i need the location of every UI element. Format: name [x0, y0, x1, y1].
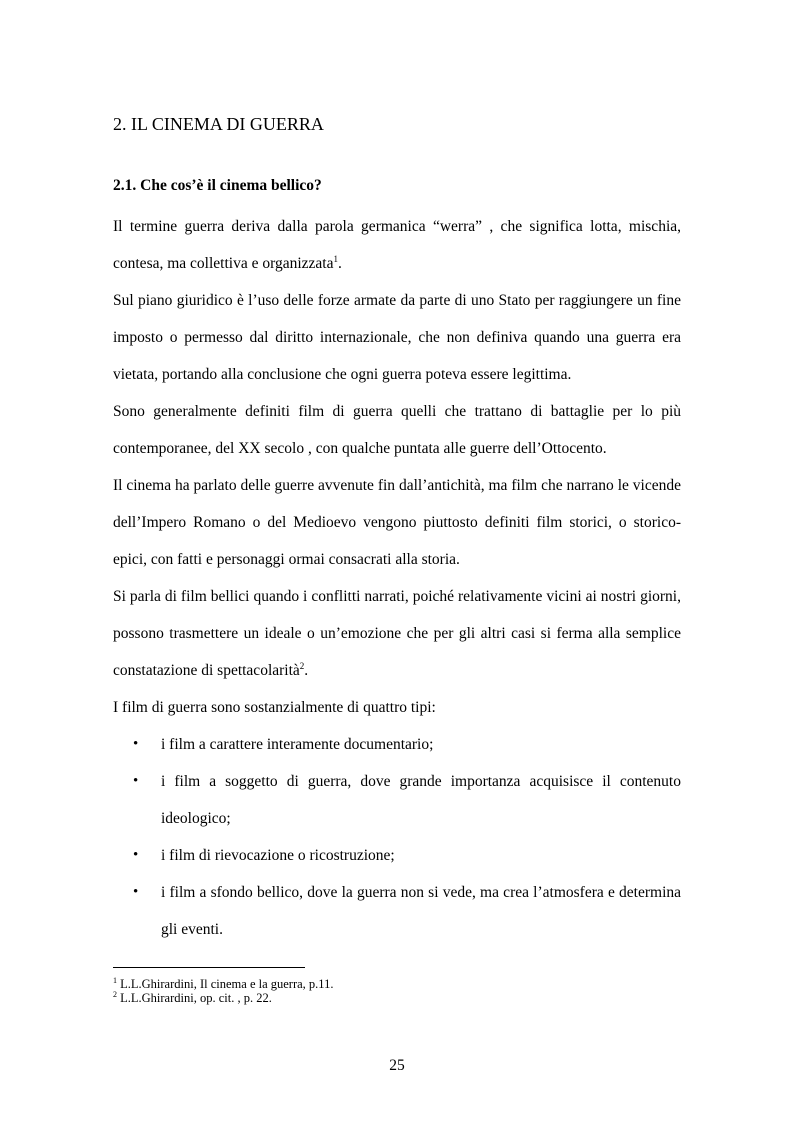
paragraph: Sono generalmente definiti film di guerra quelli che trattano di battaglie per lo più contemporanee, del XX secolo , con qualche puntata alle guerre dell’Ottocento. [113, 403, 681, 457]
bullet-icon: • [133, 884, 139, 900]
paragraph: Il cinema ha parlato delle guerre avvenute fin dall’antichità, ma film che narrano le vicende dell’Impero Romano o del Medioevo vengono piuttosto definiti film storici, o storico- epici, con fatti e personaggi ormai consacrati alla storia. [113, 477, 681, 568]
section-heading: 2.1. Che cos’è il cinema bellico? [113, 177, 322, 194]
list-item: • i film a carattere interamente documentario; [113, 726, 681, 763]
footnote: $^2$ L.L.Ghirardini, op. cit. , p. 22. [113, 989, 272, 1005]
body-text [113, 208, 681, 948]
bullet-icon: • [133, 736, 139, 752]
film-types-list [113, 726, 681, 948]
list-item: • i film di rievocazione o ricostruzione; [113, 837, 681, 874]
paragraph: I film di guerra sono sostanzialmente di quattro tipi: [113, 699, 436, 716]
list-item: • i film a soggetto di guerra, dove grande importanza acquisisce il contenuto ideologico; [113, 763, 681, 837]
paragraph: Il termine guerra deriva dalla parola germanica “werra” , che significa lotta, mischia, contesa, ma collettiva e organizzata$^1$. [113, 218, 681, 272]
bullet-icon: • [133, 773, 139, 789]
footnote-divider [113, 967, 305, 968]
bullet-icon: • [133, 847, 139, 863]
list-item: • i film a sfondo bellico, dove la guerra non si vede, ma crea l’atmosfera e determina gli eventi. [113, 874, 681, 948]
page-number: 25 [389, 1057, 405, 1074]
footnotes [113, 977, 333, 1005]
footnote-ref: 1 [333, 253, 338, 264]
footnote: $^1$ L.L.Ghirardini, Il cinema e la guerra, p.11. [113, 975, 334, 991]
footnote-ref: 2 [299, 660, 305, 671]
chapter-title: 2. IL CINEMA DI GUERRA [113, 114, 324, 134]
paragraph: Sul piano giuridico è l’uso delle forze armate da parte di uno Stato per raggiungere un fine imposto o permesso dal diritto internazionale, che non definiva quando una guerra era vietata, portando alla conclusione che ogni guerra poteva essere legittima. [113, 292, 681, 383]
paragraph: Si parla di film bellici quando i conflitti narrati, poiché relativamente vicini ai nostri giorni, possono trasmettere un ideale o un’emozione che per gli altri casi si ferma alla semplice constatazione di spettacolarità$^2$. [113, 588, 681, 679]
